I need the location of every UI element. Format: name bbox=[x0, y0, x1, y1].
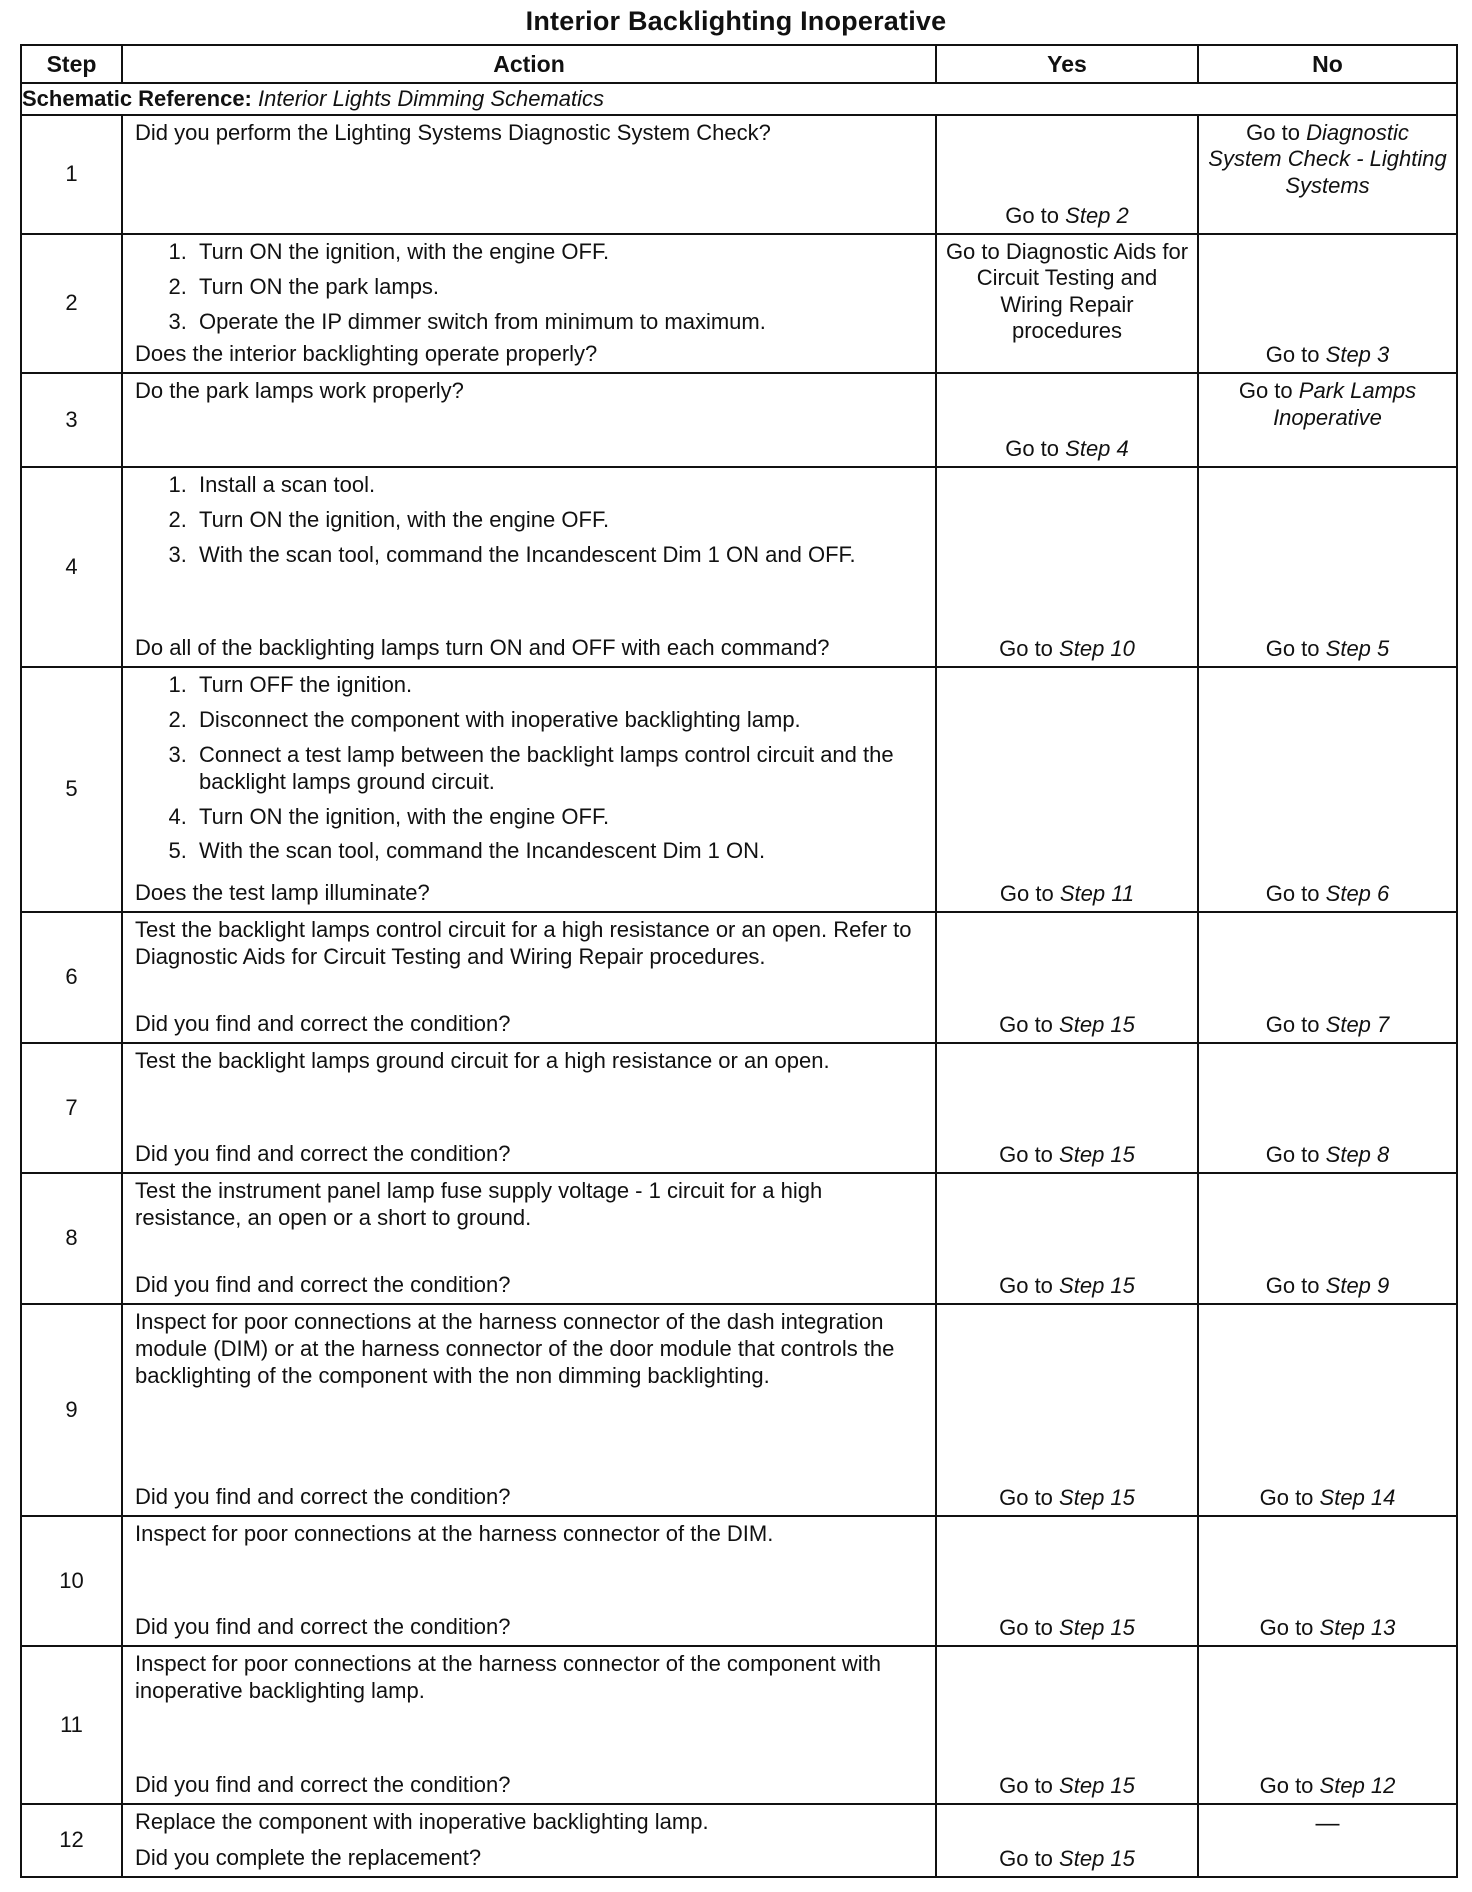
goto-target: Step 15 bbox=[1059, 1845, 1135, 1871]
goto-prefix: Go to bbox=[1265, 341, 1320, 367]
goto-target: Step 2 bbox=[1065, 202, 1129, 228]
yes-cell bbox=[936, 667, 1198, 912]
no-goto-link[interactable] bbox=[1207, 1273, 1448, 1299]
action-instructions bbox=[135, 1519, 925, 1550]
table-row bbox=[21, 1804, 1457, 1877]
table-row bbox=[21, 1646, 1457, 1804]
action-content bbox=[135, 915, 925, 1040]
list-item: 5. With the scan tool, command the Incandescent Dim 1 ON. bbox=[193, 838, 925, 865]
list-item: 3. With the scan tool, command the Incandescent Dim 1 ON and OFF. bbox=[193, 542, 925, 569]
action-question: Does the test lamp illuminate? bbox=[135, 880, 430, 906]
table-row bbox=[21, 234, 1457, 373]
action-intro: Test the backlight lamps control circuit for a high resistance or an open. Refer to Diagnostic Aids for Circuit Testing and Wiring Repair procedures. bbox=[135, 917, 912, 970]
action-steps-list bbox=[135, 472, 925, 568]
action-question: Did you find and correct the condition? bbox=[135, 1272, 511, 1298]
goto-target: Step 9 bbox=[1325, 1272, 1390, 1298]
list-item: 1. Install a scan tool. bbox=[193, 472, 925, 499]
yes-cell bbox=[936, 1304, 1198, 1516]
schematic-reference-row bbox=[21, 83, 1457, 115]
goto-target: Step 11 bbox=[1059, 880, 1135, 906]
step-number: 9 bbox=[21, 1304, 122, 1516]
goto-target: Step 5 bbox=[1325, 635, 1390, 661]
action-cell bbox=[122, 667, 936, 912]
goto-prefix: Go to bbox=[999, 1272, 1053, 1298]
schematic-reference-link[interactable]: Interior Lights Dimming Schematics bbox=[258, 85, 605, 111]
goto-target: Step 4 bbox=[1065, 435, 1129, 461]
goto-target: Step 15 bbox=[1059, 1011, 1135, 1037]
table-row bbox=[21, 1304, 1457, 1516]
goto-prefix: Go to bbox=[999, 1011, 1053, 1037]
no-goto-link[interactable] bbox=[1207, 881, 1448, 907]
action-cell bbox=[122, 1043, 936, 1173]
goto-prefix: Go to bbox=[1265, 635, 1320, 661]
table-row bbox=[21, 667, 1457, 912]
no-goto-link[interactable] bbox=[1207, 1773, 1448, 1799]
action-cell bbox=[122, 467, 936, 667]
goto-prefix: Go to bbox=[999, 1484, 1053, 1510]
goto-prefix: Go to bbox=[999, 1614, 1053, 1640]
goto-prefix: Go to bbox=[1259, 1614, 1314, 1640]
table-row bbox=[21, 1173, 1457, 1304]
yes-cell bbox=[936, 1646, 1198, 1804]
step-number: 6 bbox=[21, 912, 122, 1043]
goto-prefix: Go to bbox=[1238, 378, 1293, 404]
action-content bbox=[135, 237, 925, 370]
yes-goto-link[interactable] bbox=[945, 1846, 1189, 1872]
action-question: Did you complete the replacement? bbox=[135, 1845, 482, 1871]
action-instructions bbox=[135, 470, 925, 572]
no-goto-link[interactable] bbox=[1207, 636, 1448, 662]
goto-prefix: Go to bbox=[999, 880, 1054, 906]
list-item: 3. Operate the IP dimmer switch from minimum to maximum. bbox=[193, 309, 925, 336]
action-question: Did you find and correct the condition? bbox=[135, 1011, 511, 1037]
action-cell bbox=[122, 1516, 936, 1646]
no-cell bbox=[1198, 1173, 1457, 1304]
no-goto-link[interactable] bbox=[1207, 342, 1448, 368]
goto-target: Step 7 bbox=[1325, 1011, 1390, 1037]
list-item: 2. Disconnect the component with inoperative backlighting lamp. bbox=[193, 707, 925, 734]
no-goto-link[interactable] bbox=[1207, 1485, 1448, 1511]
diagnostic-table bbox=[20, 44, 1458, 1878]
action-intro: Replace the component with inoperative backlighting lamp. bbox=[135, 1809, 709, 1835]
yes-cell bbox=[936, 115, 1198, 234]
action-content bbox=[135, 470, 925, 664]
action-intro: Inspect for poor connections at the harness connector of the component with inoperative backlighting lamp. bbox=[135, 1651, 882, 1704]
goto-prefix: Go to bbox=[1005, 435, 1060, 461]
action-intro: Test the backlight lamps ground circuit for a high resistance or an open. bbox=[135, 1048, 830, 1074]
goto-target: Step 15 bbox=[1059, 1484, 1135, 1510]
step-number: 5 bbox=[21, 667, 122, 912]
list-item: 1. Turn OFF the ignition. bbox=[193, 672, 925, 699]
yes-cell bbox=[936, 1516, 1198, 1646]
action-question: Did you find and correct the condition? bbox=[135, 1141, 511, 1167]
action-question: Did you find and correct the condition? bbox=[135, 1772, 511, 1798]
action-question: Did you find and correct the condition? bbox=[135, 1484, 511, 1510]
list-item: 3. Connect a test lamp between the backlight lamps control circuit and the backlight lamps ground circuit. bbox=[193, 742, 925, 796]
yes-cell bbox=[936, 912, 1198, 1043]
yes-cell bbox=[936, 234, 1198, 373]
yes-cell bbox=[936, 467, 1198, 667]
goto-prefix: Go to bbox=[1265, 1272, 1320, 1298]
step-number: 3 bbox=[21, 373, 122, 467]
goto-prefix: Go to bbox=[1259, 1484, 1314, 1510]
action-question: Does the interior backlighting operate properly? bbox=[135, 341, 598, 367]
list-item: 2. Turn ON the park lamps. bbox=[193, 274, 925, 301]
step-number: 8 bbox=[21, 1173, 122, 1304]
action-instructions bbox=[135, 915, 925, 973]
step-number: 7 bbox=[21, 1043, 122, 1173]
yes-goto-link[interactable] bbox=[945, 436, 1189, 462]
no-cell bbox=[1198, 467, 1457, 667]
action-instructions bbox=[135, 118, 925, 149]
no-goto-link[interactable] bbox=[1207, 1012, 1448, 1038]
no-goto-link[interactable] bbox=[1207, 378, 1448, 431]
no-action-dash: — bbox=[1315, 1810, 1340, 1838]
action-content bbox=[135, 1307, 925, 1513]
step-number: 2 bbox=[21, 234, 122, 373]
yes-goto-link[interactable] bbox=[945, 1273, 1189, 1299]
step-number: 12 bbox=[21, 1804, 122, 1877]
no-cell bbox=[1198, 1804, 1457, 1877]
goto-prefix: Go to bbox=[1265, 1011, 1320, 1037]
goto-target: Step 15 bbox=[1059, 1772, 1135, 1798]
goto-target: Step 6 bbox=[1325, 880, 1390, 906]
goto-target: Step 15 bbox=[1059, 1614, 1135, 1640]
action-instructions bbox=[135, 1176, 925, 1234]
action-steps-list bbox=[135, 672, 925, 865]
no-cell bbox=[1198, 373, 1457, 467]
no-goto-link[interactable] bbox=[1207, 1142, 1448, 1168]
yes-cell bbox=[936, 373, 1198, 467]
action-question: Did you find and correct the condition? bbox=[135, 1614, 511, 1640]
action-instructions bbox=[135, 670, 925, 869]
page-title: Interior Backlighting Inoperative bbox=[525, 6, 947, 36]
no-cell bbox=[1198, 234, 1457, 373]
table-row bbox=[21, 467, 1457, 667]
action-instructions bbox=[135, 1649, 925, 1707]
action-cell bbox=[122, 1646, 936, 1804]
action-content bbox=[135, 670, 925, 909]
goto-prefix: Go to bbox=[999, 635, 1053, 661]
yes-goto-link[interactable] bbox=[945, 203, 1189, 229]
action-content bbox=[135, 1649, 925, 1801]
goto-target: Step 12 bbox=[1319, 1772, 1396, 1798]
goto-target: Step 3 bbox=[1325, 341, 1390, 367]
goto-prefix: Go to bbox=[1005, 202, 1060, 228]
action-content bbox=[135, 376, 925, 464]
action-instructions bbox=[135, 1807, 925, 1838]
table-row bbox=[21, 1516, 1457, 1646]
action-content bbox=[135, 118, 925, 231]
goto-target: Step 15 bbox=[1059, 1141, 1135, 1167]
step-number: 1 bbox=[21, 115, 122, 234]
action-content bbox=[135, 1807, 925, 1874]
yes-goto-link[interactable] bbox=[945, 1615, 1189, 1641]
yes-cell bbox=[936, 1173, 1198, 1304]
table-row bbox=[21, 115, 1457, 234]
goto-prefix: Go to bbox=[1246, 120, 1300, 145]
goto-target: Step 15 bbox=[1059, 1272, 1135, 1298]
table-row bbox=[21, 373, 1457, 467]
action-cell bbox=[122, 1304, 936, 1516]
no-goto-link[interactable] bbox=[1207, 120, 1448, 199]
action-cell bbox=[122, 1173, 936, 1304]
action-intro: Inspect for poor connections at the harness connector of the dash integration module (DIM) or at the harness connector of the door module that controls the backlighting of the component with the non dimming backlighting. bbox=[135, 1309, 895, 1388]
yes-reference-link[interactable]: Go to Diagnostic Aids for Circuit Testing and Wiring Repair procedures bbox=[945, 239, 1189, 344]
goto-target: Step 13 bbox=[1319, 1614, 1396, 1640]
goto-target: Diagnostic System Check - Lighting Systems bbox=[1208, 120, 1447, 198]
action-instructions bbox=[135, 1307, 925, 1391]
step-number: 10 bbox=[21, 1516, 122, 1646]
goto-prefix: Go to bbox=[1259, 1772, 1314, 1798]
yes-goto-link[interactable] bbox=[945, 1773, 1189, 1799]
action-cell bbox=[122, 115, 936, 234]
yes-goto-link[interactable] bbox=[945, 1485, 1189, 1511]
header-action: Action bbox=[122, 45, 936, 83]
table-header-row bbox=[21, 45, 1457, 83]
list-item: 4. Turn ON the ignition, with the engine OFF. bbox=[193, 804, 925, 831]
action-cell bbox=[122, 1804, 936, 1877]
action-cell bbox=[122, 373, 936, 467]
yes-goto-link[interactable] bbox=[945, 1142, 1189, 1168]
list-item: 2. Turn ON the ignition, with the engine OFF. bbox=[193, 507, 925, 534]
step-number: 4 bbox=[21, 467, 122, 667]
goto-target: Step 8 bbox=[1325, 1141, 1390, 1167]
goto-prefix: Go to bbox=[999, 1845, 1053, 1871]
goto-prefix: Go to bbox=[1265, 880, 1320, 906]
no-cell bbox=[1198, 1043, 1457, 1173]
no-cell bbox=[1198, 1304, 1457, 1516]
action-steps-list bbox=[135, 239, 925, 335]
list-item: 1. Turn ON the ignition, with the engine OFF. bbox=[193, 239, 925, 266]
header-no: No bbox=[1198, 45, 1457, 83]
action-cell bbox=[122, 912, 936, 1043]
header-step: Step bbox=[21, 45, 122, 83]
step-number: 11 bbox=[21, 1646, 122, 1804]
action-instructions bbox=[135, 237, 925, 339]
header-yes: Yes bbox=[936, 45, 1198, 83]
action-question: Did you perform the Lighting Systems Diagnostic System Check? bbox=[135, 120, 771, 145]
action-instructions bbox=[135, 1046, 925, 1077]
action-question: Do the park lamps work properly? bbox=[135, 378, 464, 404]
goto-prefix: Go to bbox=[1265, 1141, 1320, 1167]
no-cell bbox=[1198, 1516, 1457, 1646]
no-cell bbox=[1198, 667, 1457, 912]
no-cell bbox=[1198, 1646, 1457, 1804]
action-intro: Inspect for poor connections at the harness connector of the DIM. bbox=[135, 1521, 774, 1547]
table-row bbox=[21, 912, 1457, 1043]
no-cell bbox=[1198, 912, 1457, 1043]
action-content bbox=[135, 1519, 925, 1643]
yes-cell bbox=[936, 1043, 1198, 1173]
yes-cell bbox=[936, 1804, 1198, 1877]
action-instructions bbox=[135, 376, 925, 407]
yes-goto-link[interactable] bbox=[945, 636, 1189, 662]
no-cell bbox=[1198, 115, 1457, 234]
table-row bbox=[21, 1043, 1457, 1173]
goto-target: Park Lamps Inoperative bbox=[1273, 378, 1417, 430]
goto-prefix: Go to bbox=[999, 1772, 1053, 1798]
goto-prefix: Go to bbox=[999, 1141, 1053, 1167]
goto-target: Step 14 bbox=[1319, 1484, 1396, 1510]
action-question: Do all of the backlighting lamps turn ON and OFF with each command? bbox=[135, 635, 830, 661]
yes-goto-link[interactable] bbox=[945, 1012, 1189, 1038]
action-cell bbox=[122, 234, 936, 373]
yes-goto-link[interactable] bbox=[945, 881, 1189, 907]
action-content bbox=[135, 1176, 925, 1301]
schematic-reference-label: Schematic Reference: bbox=[22, 85, 252, 111]
schematic-reference bbox=[21, 83, 1457, 115]
no-goto-link[interactable] bbox=[1207, 1615, 1448, 1641]
action-content bbox=[135, 1046, 925, 1170]
action-intro: Test the instrument panel lamp fuse supply voltage - 1 circuit for a high resistance, an open or a short to ground. bbox=[135, 1178, 823, 1231]
goto-target: Step 10 bbox=[1059, 635, 1135, 661]
